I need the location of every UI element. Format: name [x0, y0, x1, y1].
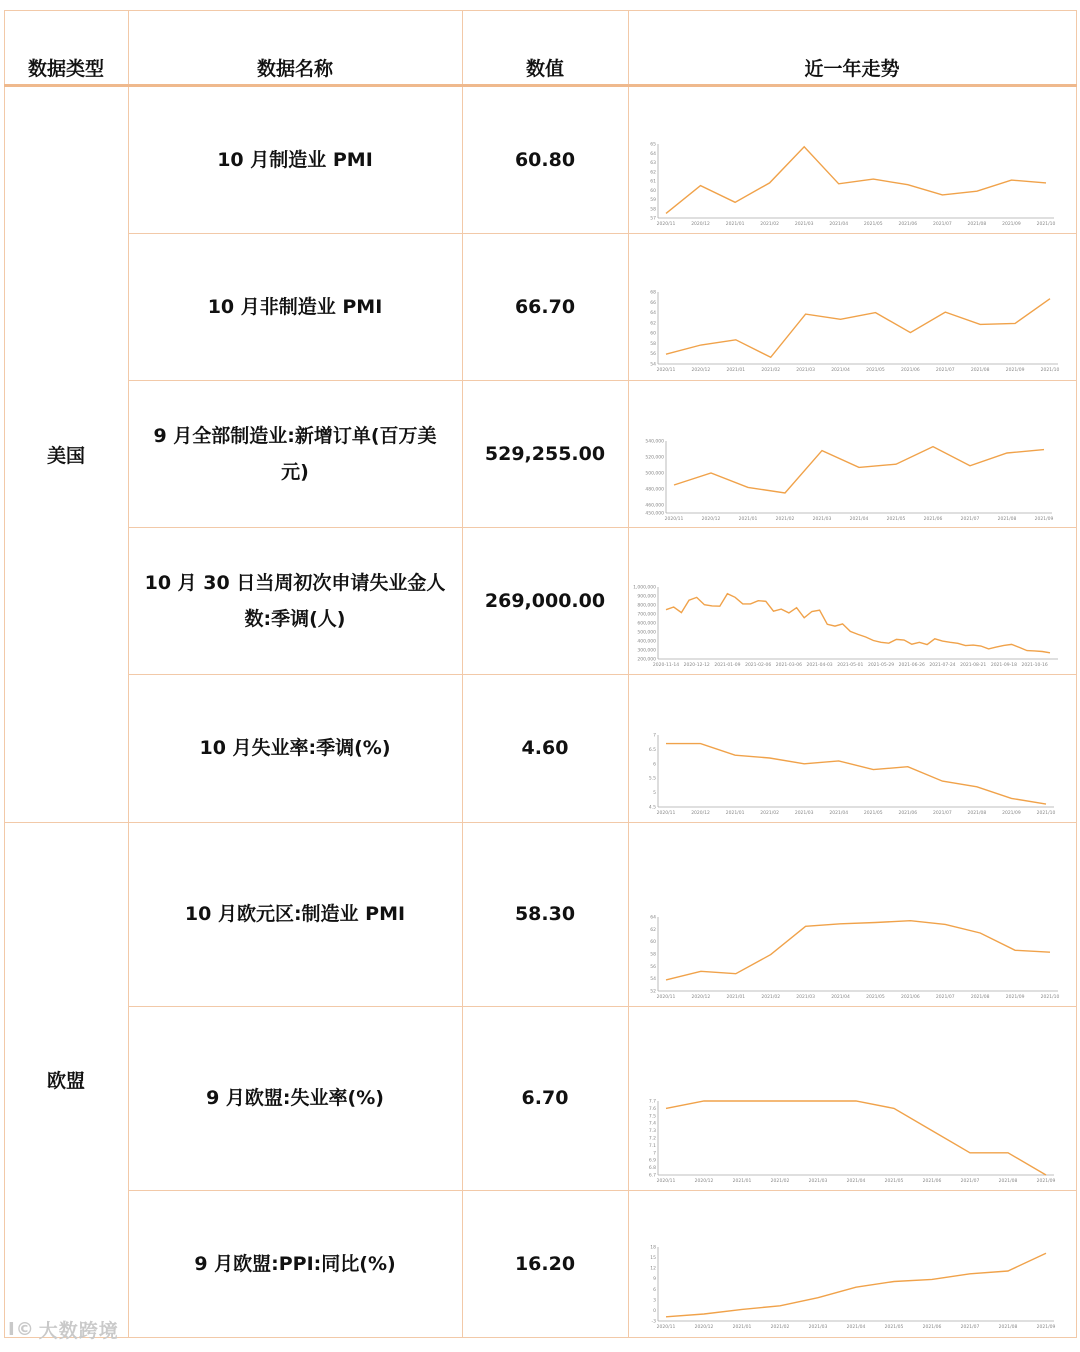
y-tick-label: 700,000: [637, 612, 656, 618]
header-type: 数据类型: [27, 57, 104, 80]
x-tick-label: 2021/04: [829, 222, 849, 227]
y-tick-label: 600,000: [637, 621, 656, 627]
x-tick-label: 2020/12: [691, 811, 710, 816]
x-tick-label: 2021/07: [935, 995, 955, 1000]
row-name: 9 月全部制造业:新增订单(百万美元): [153, 424, 437, 483]
trend-chart: [640, 913, 1064, 1003]
x-tick-label: 2021/04: [829, 811, 849, 816]
y-tick-label: 61: [650, 179, 656, 185]
watermark-text: 大数跨境: [38, 1319, 119, 1342]
y-tick-label: 6.8: [648, 1166, 656, 1172]
x-tick-label: 2021/07: [933, 222, 952, 227]
y-tick-label: 7.5: [648, 1114, 656, 1120]
x-tick-label: 2020/12: [691, 368, 711, 373]
x-tick-label: 2020/11: [656, 1179, 676, 1184]
row-name: 9 月欧盟:失业率(%): [206, 1087, 384, 1109]
x-tick-label: 2021/07: [960, 517, 980, 522]
x-tick-label: 2020/11: [656, 222, 676, 227]
x-tick-label: 2021/06: [901, 368, 920, 373]
y-tick-label: 450,000: [645, 511, 664, 517]
x-tick-label: 2021/03: [796, 995, 815, 1000]
y-tick-label: 58: [650, 952, 656, 958]
trend-chart: [640, 731, 1060, 819]
x-tick-label: 2020/11: [656, 811, 676, 816]
x-tick-label: 2021/03: [808, 1325, 828, 1330]
row-value: 4.60: [521, 737, 569, 759]
x-tick-label: 2021/09: [1036, 1325, 1056, 1330]
x-tick-label: 2021-05-01: [837, 663, 864, 668]
trend-chart: [640, 140, 1060, 230]
y-tick-label: 62: [650, 170, 656, 176]
y-tick-label: 7.3: [648, 1129, 656, 1135]
row-value: 60.80: [514, 149, 576, 171]
x-tick-label: 2021/06: [922, 1179, 942, 1184]
x-tick-label: 2021/03: [794, 222, 814, 227]
x-tick-label: 2021/04: [831, 995, 850, 1000]
y-tick-label: 56: [650, 352, 656, 358]
x-tick-label: 2021/08: [967, 811, 987, 816]
x-tick-label: 2021/07: [960, 1325, 980, 1330]
y-tick-label: 65: [650, 142, 656, 148]
y-tick-label: 500,000: [645, 471, 664, 477]
x-tick-label: 2021/10: [1036, 811, 1056, 816]
y-tick-label: 58: [650, 207, 656, 213]
x-tick-label: 2021/01: [732, 1325, 752, 1330]
row-value: 58.30: [514, 903, 576, 925]
y-tick-label: 66: [650, 300, 656, 306]
series-line: [666, 147, 1046, 214]
row-value: 529,255.00: [484, 442, 606, 465]
x-tick-label: 2021/08: [997, 517, 1017, 522]
row-value: 66.70: [514, 295, 576, 318]
x-tick-label: 2021/09: [1005, 368, 1025, 373]
x-tick-label: 2020/12: [691, 995, 711, 1000]
x-tick-label: 2021/08: [998, 1325, 1018, 1330]
x-tick-label: 2021/09: [1002, 222, 1021, 227]
x-tick-label: 2021/06: [922, 1325, 942, 1330]
y-tick-label: 200,000: [637, 657, 656, 663]
y-tick-label: 6: [653, 762, 656, 768]
grid-line: [4, 1337, 1077, 1338]
x-tick-label: 2021-03-06: [775, 663, 802, 668]
y-tick-label: 54: [650, 977, 656, 983]
series-line: [666, 921, 1050, 980]
x-tick-label: 2021/09: [1005, 995, 1025, 1000]
y-tick-label: 54: [650, 362, 656, 368]
y-tick-label: 60: [650, 188, 656, 194]
x-tick-label: 2021/09: [1036, 1179, 1056, 1184]
x-tick-label: 2020-11-14: [652, 663, 680, 668]
y-tick-label: 64: [650, 915, 656, 921]
x-tick-label: 2021/02: [770, 1325, 790, 1330]
x-tick-label: 2020/12: [691, 222, 710, 227]
x-tick-label: 2021/01: [726, 368, 746, 373]
y-tick-label: -3: [651, 1319, 656, 1325]
y-tick-label: 64: [650, 151, 656, 157]
series-line: [666, 1101, 1046, 1175]
series-line: [674, 447, 1044, 493]
x-tick-label: 2021-05-29: [867, 663, 895, 668]
y-tick-label: 7.4: [648, 1121, 656, 1127]
x-tick-label: 2021/06: [898, 811, 918, 816]
y-tick-label: 68: [650, 290, 656, 296]
x-tick-label: 2021/03: [808, 1179, 828, 1184]
x-tick-label: 2021/05: [886, 517, 906, 522]
data-table: [4, 10, 1077, 1338]
trend-chart: [632, 583, 1064, 671]
watermark: [8, 1314, 119, 1344]
x-tick-label: 2021/08: [970, 368, 990, 373]
x-tick-label: 2021/07: [960, 1179, 980, 1184]
x-tick-label: 2021/03: [794, 811, 814, 816]
y-tick-label: 480,000: [645, 487, 664, 493]
x-tick-label: 2021-06-26: [898, 663, 925, 668]
y-tick-label: 6.9: [648, 1158, 656, 1164]
row-name: 9 月欧盟:PPI:同比(%): [194, 1252, 396, 1275]
row-name: 10 月制造业 PMI: [217, 149, 373, 171]
x-tick-label: 2021/07: [933, 811, 952, 816]
header-trend: 近一年走势: [804, 57, 900, 80]
x-tick-label: 2021/02: [760, 222, 779, 227]
row-value: 269,000.00: [484, 589, 606, 612]
y-tick-label: 15: [650, 1256, 656, 1262]
x-tick-label: 2020/12: [694, 1179, 714, 1184]
y-tick-label: 7.6: [648, 1106, 656, 1112]
y-tick-label: 4.5: [648, 805, 656, 811]
y-tick-label: 1,000,000: [633, 585, 656, 591]
y-tick-label: 9: [653, 1277, 656, 1283]
x-tick-label: 2021/08: [998, 1179, 1018, 1184]
x-tick-label: 2021/08: [967, 222, 987, 227]
x-tick-label: 2021/05: [884, 1325, 904, 1330]
x-tick-label: 2021/04: [831, 368, 850, 373]
x-tick-label: 2021-07-24: [929, 663, 956, 668]
watermark-logo-icon: I©: [8, 1318, 35, 1340]
row-value: 16.20: [514, 1252, 576, 1275]
x-tick-label: 2021/01: [726, 995, 746, 1000]
x-tick-label: 2021/01: [725, 222, 745, 227]
header-value: 数值: [525, 57, 564, 80]
x-tick-label: 2020/12: [694, 1325, 714, 1330]
x-tick-label: 2021/09: [1002, 811, 1021, 816]
x-tick-label: 2021/08: [970, 995, 990, 1000]
x-tick-label: 2021/02: [770, 1179, 790, 1184]
x-tick-label: 2021/02: [761, 995, 781, 1000]
x-tick-label: 2021/07: [935, 368, 955, 373]
y-tick-label: 520,000: [645, 455, 664, 461]
y-tick-label: 3: [653, 1298, 656, 1304]
x-tick-label: 2021/05: [866, 368, 885, 373]
x-tick-label: 2021/06: [923, 517, 943, 522]
row-name: 10 月欧元区:制造业 PMI: [184, 903, 406, 925]
grid-line: [4, 10, 1077, 11]
x-tick-label: 2021/03: [812, 517, 832, 522]
y-tick-label: 63: [650, 161, 656, 166]
y-tick-label: 64: [650, 311, 656, 317]
trend-chart: [640, 288, 1064, 376]
y-tick-label: 400,000: [637, 639, 656, 645]
x-tick-label: 2020/12: [701, 517, 721, 522]
y-tick-label: 7: [653, 1151, 656, 1157]
y-tick-label: 56: [650, 964, 656, 970]
series-line: [666, 299, 1050, 358]
y-tick-label: 60: [650, 331, 656, 337]
y-tick-label: 540,000: [645, 439, 664, 445]
x-tick-label: 2021-02-06: [745, 663, 772, 668]
x-tick-label: 2020/11: [656, 1325, 676, 1330]
x-tick-label: 2021/10: [1040, 368, 1060, 373]
y-tick-label: 900,000: [637, 594, 656, 600]
y-tick-label: 59: [650, 198, 656, 203]
x-tick-label: 2021/05: [863, 811, 883, 816]
x-tick-label: 2021/10: [1036, 222, 1056, 227]
series-line: [666, 744, 1046, 805]
x-tick-label: 2021/01: [738, 517, 758, 522]
header-name: 数据名称: [256, 57, 333, 80]
x-tick-label: 2021-01-09: [714, 663, 741, 668]
trend-chart: [640, 1097, 1060, 1187]
y-tick-label: 6.5: [648, 747, 656, 753]
x-tick-label: 2021-09-18: [990, 663, 1017, 668]
x-tick-label: 2020/11: [664, 517, 684, 522]
y-tick-label: 0: [653, 1308, 656, 1314]
row-name: 10 月失业率:季调(%): [199, 737, 391, 759]
y-tick-label: 500,000: [637, 630, 656, 636]
x-tick-label: 2021/06: [898, 222, 918, 227]
x-tick-label: 2021/03: [796, 368, 815, 373]
series-line: [666, 1253, 1046, 1317]
x-tick-label: 2021/04: [849, 517, 869, 522]
x-tick-label: 2021/10: [1040, 995, 1060, 1000]
x-tick-label: 2021/05: [884, 1179, 904, 1184]
y-tick-label: 52: [650, 989, 656, 995]
y-tick-label: 5: [653, 791, 656, 797]
row-name: 10 月非制造业 PMI: [207, 295, 383, 318]
y-tick-label: 18: [650, 1245, 656, 1251]
y-tick-label: 6: [653, 1287, 656, 1293]
y-tick-label: 7.2: [648, 1136, 656, 1142]
x-tick-label: 2021-08-21: [960, 663, 987, 668]
trend-chart: [640, 437, 1058, 525]
x-tick-label: 2021/05: [866, 995, 885, 1000]
y-tick-label: 58: [650, 341, 656, 347]
x-tick-label: 2021/04: [846, 1179, 866, 1184]
y-tick-label: 12: [650, 1266, 656, 1272]
x-tick-label: 2021/04: [846, 1325, 866, 1330]
x-tick-label: 2021/09: [1034, 517, 1054, 522]
x-tick-label: 2020-12-12: [683, 663, 710, 668]
y-tick-label: 800,000: [637, 603, 656, 609]
x-tick-label: 2021/02: [775, 517, 795, 522]
row-value: 6.70: [521, 1087, 569, 1109]
y-tick-label: 6.7: [648, 1173, 656, 1179]
y-tick-label: 7.1: [648, 1143, 656, 1149]
y-tick-label: 62: [650, 927, 656, 933]
row-name: 10 月 30 日当周初次申请失业金人数:季调(人): [144, 571, 446, 630]
y-tick-label: 7.7: [648, 1099, 656, 1105]
x-tick-label: 2020/11: [656, 368, 676, 373]
y-tick-label: 5.5: [648, 776, 656, 782]
x-tick-label: 2021/01: [732, 1179, 752, 1184]
x-tick-label: 2020/11: [656, 995, 676, 1000]
x-tick-label: 2021/06: [901, 995, 920, 1000]
y-tick-label: 57: [650, 216, 656, 222]
y-tick-label: 62: [650, 321, 656, 327]
y-tick-label: 300,000: [637, 648, 656, 654]
trend-chart: [640, 1243, 1060, 1333]
y-tick-label: 7: [653, 733, 656, 739]
group-label-eu: 欧盟: [46, 1070, 85, 1092]
x-tick-label: 2021/01: [725, 811, 745, 816]
group-label-us: 美国: [46, 445, 85, 467]
y-tick-label: 60: [650, 940, 656, 946]
x-tick-label: 2021-10-16: [1021, 663, 1048, 668]
x-tick-label: 2021-04-03: [806, 663, 833, 668]
x-tick-label: 2021/02: [761, 368, 781, 373]
series-line: [666, 594, 1050, 653]
y-tick-label: 460,000: [645, 503, 664, 509]
x-tick-label: 2021/02: [760, 811, 779, 816]
x-tick-label: 2021/05: [863, 222, 883, 227]
